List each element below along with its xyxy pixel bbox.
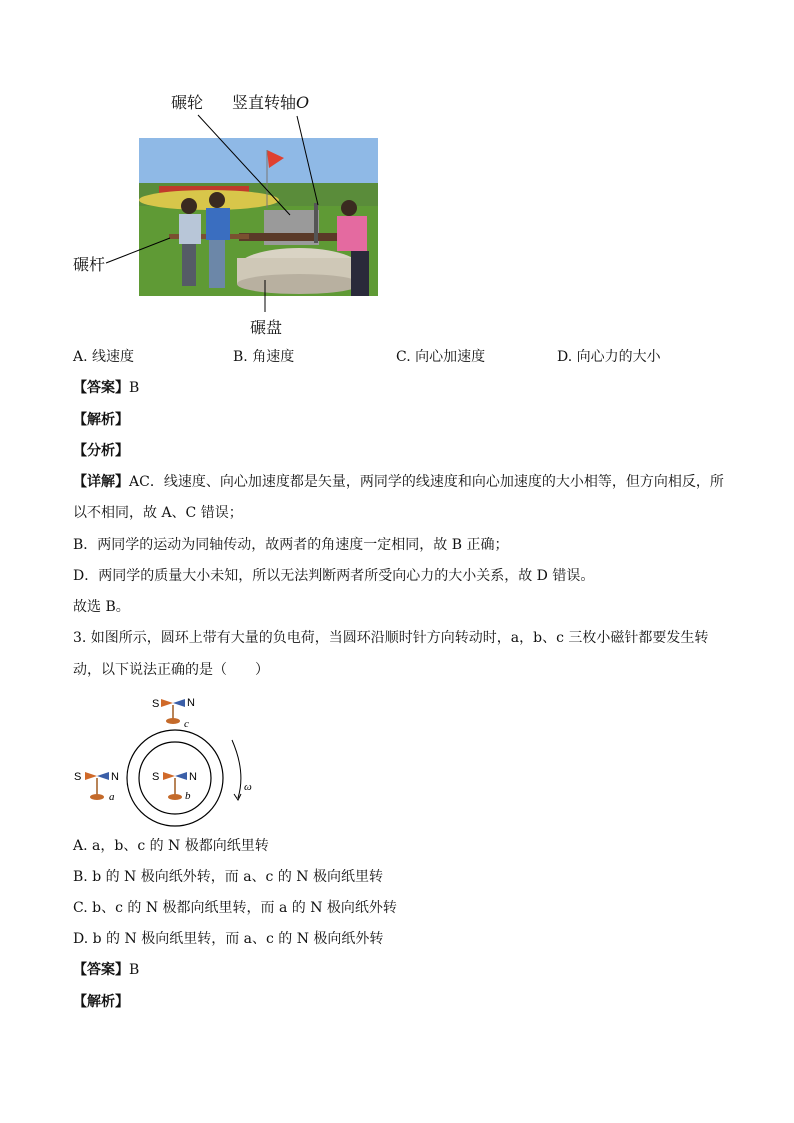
magnet-b-s: S (152, 771, 160, 783)
q2-option-d: D. 向心力的大小 (557, 349, 661, 365)
q2-detail-line-1 (73, 472, 724, 492)
q3-answer-value: B (129, 962, 140, 978)
magnet-c-label: c (184, 718, 189, 730)
label-rod: 碾杆 (73, 255, 106, 274)
leader-wheel (198, 115, 290, 215)
q2-option-b: B. 角速度 (233, 349, 295, 365)
q3-option-d: D. b 的 N 极向纸里转，而 a、c 的 N 极向纸外转 (73, 931, 384, 947)
q2-detail-line-3: B．两同学的运动为同轴传动，故两者的角速度一定相同，故 B 正确； (73, 537, 509, 553)
figure1-leader-lines (0, 0, 794, 360)
label-wheel: 碾轮 (171, 93, 204, 112)
q3-answer-tag: 【答案】 (73, 962, 129, 978)
q3-answer (73, 960, 139, 980)
leader-rod (106, 238, 170, 263)
magnet-c-n: N (187, 697, 195, 709)
magnet-b-label: b (185, 790, 191, 802)
q3-option-b: B. b 的 N 极向纸外转，而 a、c 的 N 极向纸里转 (73, 869, 383, 885)
magnet-c-s: S (152, 698, 160, 710)
q2-answer-value: B (129, 380, 140, 396)
magnet-c-needle-left (173, 699, 185, 707)
magnet-a-n: N (111, 771, 119, 783)
q2-detail-1: AC．线速度、向心加速度都是矢量，两同学的线速度和向心加速度的大小相等，但方向相反，所 (129, 474, 724, 490)
label-plate: 碾盘 (250, 318, 283, 337)
magnet-a-s: S (74, 771, 82, 783)
rotation-arc (232, 740, 241, 798)
q2-option-c: C. 向心加速度 (396, 349, 486, 365)
q3-analysis-tag: 【解析】 (73, 994, 129, 1010)
q2-conclusion: 故选 B。 (73, 599, 130, 615)
magnet-a (74, 771, 119, 803)
label-axis-var: O (296, 93, 310, 112)
q3-option-a: A. a，b、c 的 N 极都向纸里转 (73, 838, 269, 854)
magnet-b-needle-left (175, 772, 187, 780)
magnet-c (152, 697, 195, 730)
magnet-a-base (90, 794, 104, 800)
q2-option-a: A. 线速度 (73, 349, 135, 365)
magnet-b (152, 771, 197, 802)
q2-answer-tag: 【答案】 (73, 380, 129, 396)
magnet-b-base (168, 794, 182, 800)
magnet-b-n: N (189, 771, 197, 783)
magnet-b-needle-right (163, 772, 175, 780)
q2-detail-tag: 【详解】 (73, 474, 129, 490)
q2-detail-line-4: D．两同学的质量大小未知，所以无法判断两者所受向心力的大小关系，故 D 错误。 (73, 568, 595, 584)
magnet-a-needle-right (85, 772, 97, 780)
ring-magnets-figure (70, 690, 270, 830)
omega-label: ω (244, 781, 252, 793)
q3-option-c: C. b、c 的 N 极都向纸里转，而 a 的 N 极向纸外转 (73, 900, 397, 916)
magnet-c-base (166, 718, 180, 724)
q3-stem-line-1: 3. 如图所示，圆环上带有大量的负电荷，当圆环沿顺时针方向转动时，a，b、c 三枚小磁针都要发生转 (73, 630, 709, 646)
magnet-c-needle-right (161, 699, 173, 707)
label-axis-text: 竖直转轴 (232, 93, 297, 112)
q2-answer (73, 378, 139, 398)
magnet-a-label: a (109, 791, 115, 803)
q2-analysis-tag: 【解析】 (73, 412, 129, 428)
q2-detail-line-2: 以不相同，故 A、C 错误； (73, 505, 243, 521)
leader-axis (297, 116, 318, 205)
magnet-a-needle-left (97, 772, 109, 780)
rotation-arrow-head (234, 794, 241, 800)
q3-stem-line-2: 动，以下说法正确的是（ ） (73, 662, 269, 678)
q2-fenxi-tag: 【分析】 (73, 443, 129, 459)
